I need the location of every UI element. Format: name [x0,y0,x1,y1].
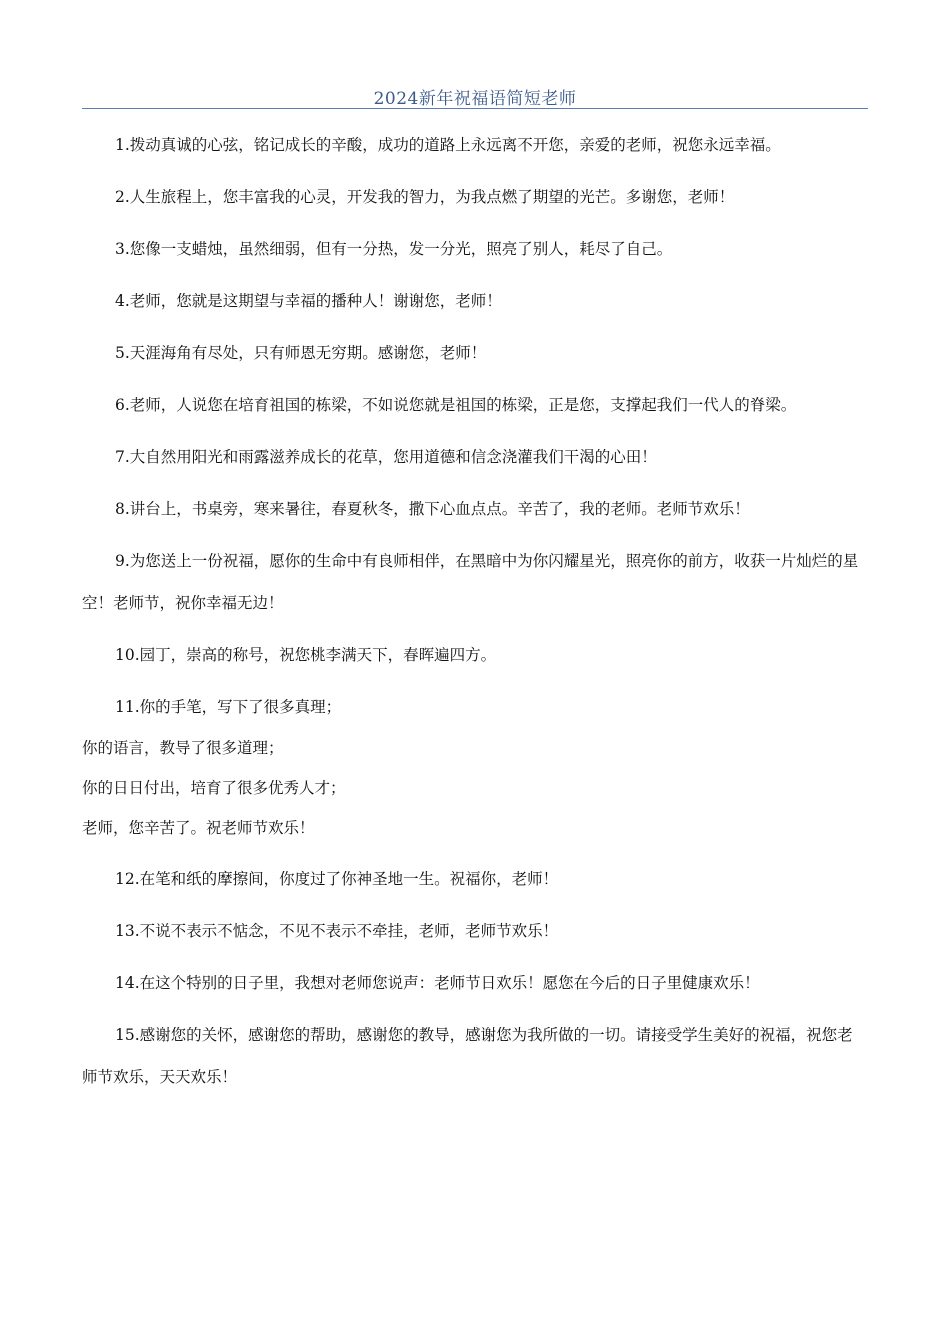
poem-line: 老师，您辛苦了。祝老师节欢乐！ [82,819,315,837]
paragraph-4: 4.老师，您就是这期望与幸福的播种人！谢谢您，老师！ [115,292,502,310]
poem-paragraph-11 [82,686,868,848]
poem-line: 你的语言，教导了很多道理； [82,739,284,757]
paragraph-13: 13.不说不表示不惦念，不见不表示不牵挂，老师，老师节欢乐！ [115,922,559,940]
title-underline [82,108,868,109]
paragraph-1: 1.拨动真诚的心弦，铭记成长的辛酸，成功的道路上永远离不开您，亲爱的老师，祝您永远幸福。 [115,136,781,154]
paragraph-3: 3.您像一支蜡烛，虽然细弱，但有一分热，发一分光，照亮了别人，耗尽了自己。 [115,240,673,258]
poem-line: 你的日日付出，培育了很多优秀人才； [82,779,346,797]
paragraph-14: 14.在这个特别的日子里，我想对老师您说声：老师节日欢乐！愿您在今后的日子里健康欢乐！ [115,974,760,992]
paragraph-8: 8.讲台上，书桌旁，寒来暑往，春夏秋冬，撒下心血点点。辛苦了，我的老师。老师节欢乐！ [115,500,750,518]
paragraph-15: 15.感谢您的关怀，感谢您的帮助，感谢您的教导，感谢您为我所做的一切。请接受学生美好的祝福，祝您老师节欢乐，天天欢乐！ [82,1026,853,1086]
paragraph-12: 12.在笔和纸的摩擦间，你度过了你神圣地一生。祝福你，老师！ [115,870,559,888]
paragraph-10: 10.园丁，崇高的称号，祝您桃李满天下，春晖遍四方。 [115,646,497,664]
paragraph-7: 7.大自然用阳光和雨露滋养成长的花草，您用道德和信念浇灌我们干渴的心田！ [115,448,657,466]
poem-line: 11.你的手笔，写下了很多真理； [115,698,342,716]
document-title: 2024新年祝福语简短老师 [373,89,577,109]
paragraph-9: 9.为您送上一份祝福，愿你的生命中有良师相伴，在黑暗中为你闪耀星光，照亮你的前方，收获一片灿烂的星空！老师节，祝你幸福无边！ [82,552,859,612]
paragraph-6: 6.老师，人说您在培育祖国的栋梁，不如说您就是祖国的栋梁，正是您，支撑起我们一代人的脊梁。 [115,396,797,414]
paragraph-5: 5.天涯海角有尽处，只有师恩无穷期。感谢您，老师！ [115,344,487,362]
document-body [82,124,868,1108]
paragraph-2: 2.人生旅程上，您丰富我的心灵，开发我的智力，为我点燃了期望的光芒。多谢您，老师！ [115,188,735,206]
